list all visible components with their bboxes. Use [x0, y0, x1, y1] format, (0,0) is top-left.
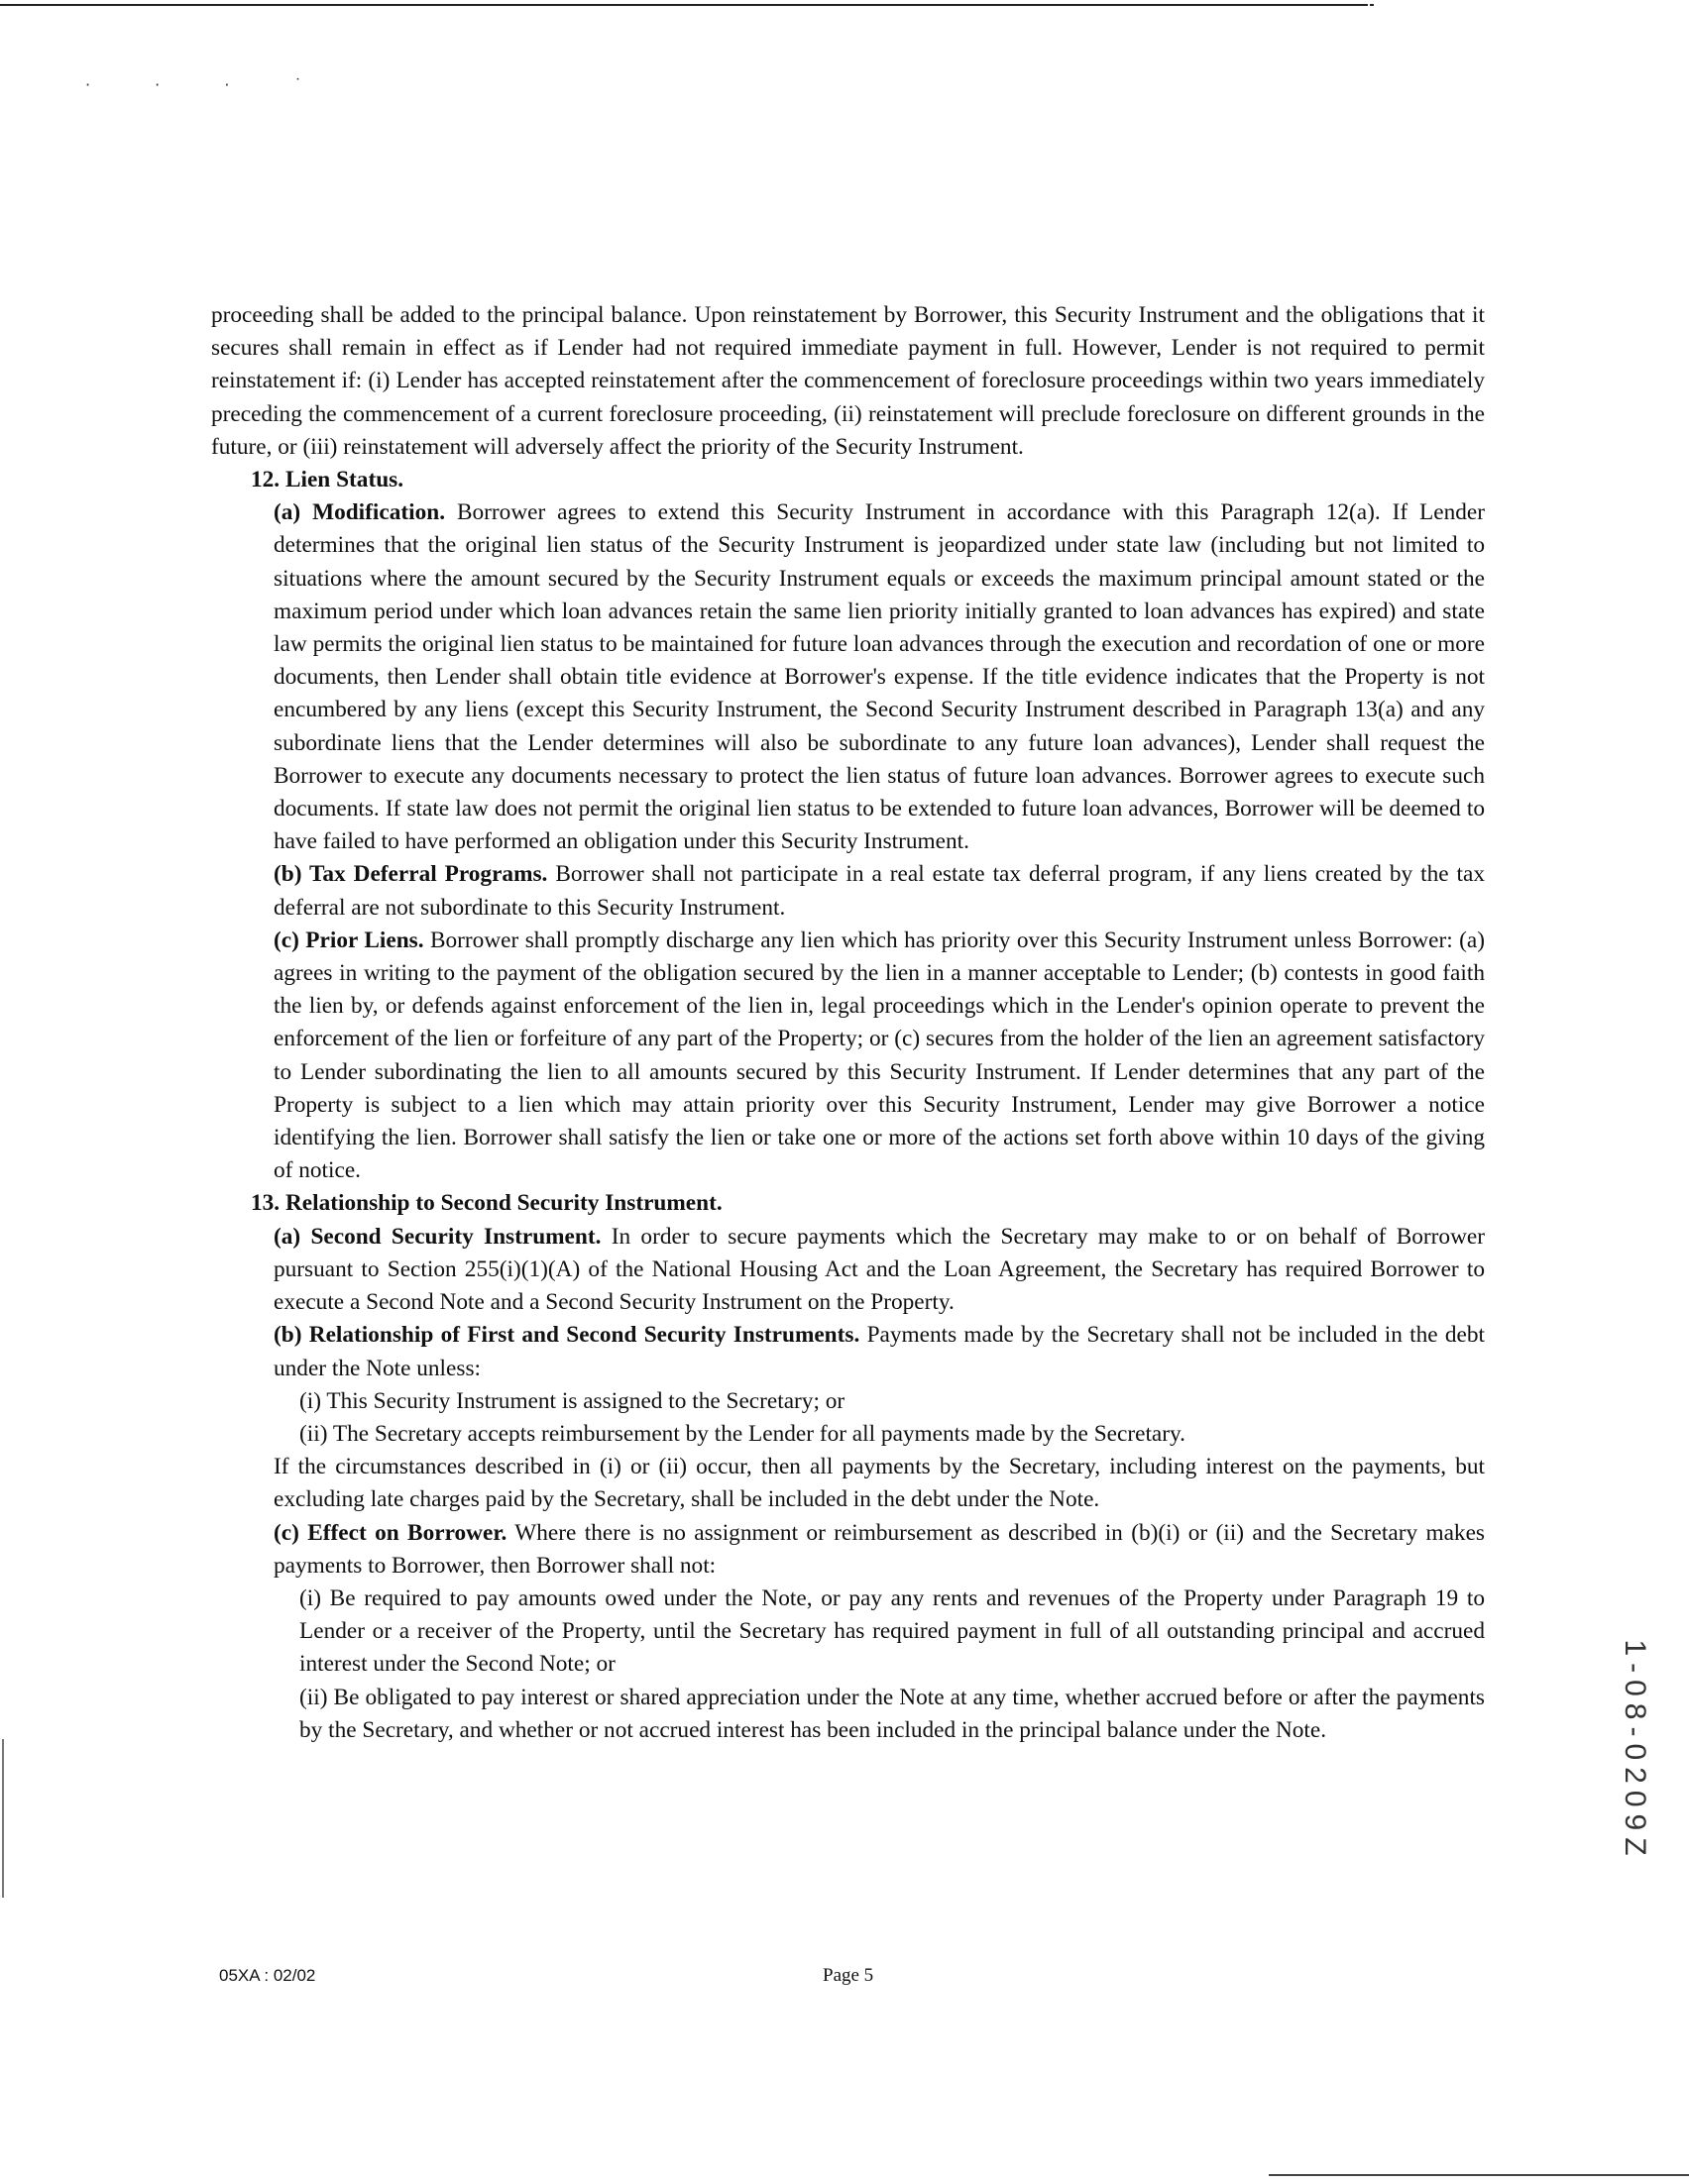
paragraph-reinstatement: proceeding shall be added to the principal balance. Upon reinstatement by Borrower, this Security Instrument and the obligations that it secures shall remain in effect as if Lender had not required immediate payment in full. However, Lender is not required to permit reinstatement if: (i) Lender has accepted reinstatement after the commencement of foreclosure proceedings within two years immediately preceding the commencement of a current foreclosure proceeding, (ii) reinstatement will preclude foreclosure on different grounds in the future, or (iii) reinstatement will adversely affect the priority of the Security Instrument. [211, 302, 1485, 460]
form-code: 05XA : 02/02 [219, 1966, 316, 1985]
list-item-13c-i: (i) Be required to pay amounts owed under the Note, or pay any rents and revenues of the Property under Paragraph 19 to Lender or a receiver of the Property, until the Secretary has required payment in full of all outstanding principal and accrued interest under the Second Note; or [299, 1584, 1485, 1678]
list-item-13b-i: (i) This Security Instrument is assigned to the Secretary; or [299, 1387, 845, 1414]
scan-specks: · · · ˙ [85, 75, 332, 94]
paragraph-13c: (c) Effect on Borrower. Where there is no assignment or reimbursement as described in (b)(i) or (ii) and the Secretary makes payments to Borrower, then Borrower shall not: [274, 1519, 1485, 1579]
margin-stamp-text: 1-08-0209Z [1619, 1639, 1651, 1863]
paragraph-12b: (b) Tax Deferral Programs. Borrower shall not participate in a real estate tax deferral program, if any liens created by the tax deferral are not subordinate to this Security Instrument. [274, 861, 1485, 921]
section-12-heading: 12. Lien Status. [251, 467, 404, 493]
paragraph-13b-continued: If the circumstances described in (i) or (ii) occur, then all payments by the Secretary, including interest on the payments, but excluding late charges paid by the Secretary, shall be included in the debt under the Note. [274, 1454, 1485, 1513]
paragraph-13b: (b) Relationship of First and Second Security Instruments. Payments made by the Secretary shall not be included in the debt under the Note unless: [274, 1322, 1485, 1381]
paragraph-12a: (a) Modification. Borrower agrees to extend this Security Instrument in accordance with this Paragraph 12(a). If Lender determines that the original lien status of the Security Instrument is jeopardized under state law (including but not limited to situations where the amount secured by the Security Instrument equals or exceeds the maximum principal amount stated or the maximum period under which loan advances retain the same lien priority initially granted to loan advances has expired) and state law permits the original lien status to be maintained for future loan advances through the execution and recordation of one or more documents, then Lender shall obtain title evidence at Borrower's expense. If the title evidence indicates that the Property is not encumbered by any liens (except this Security Instrument, the Second Security Instrument described in Paragraph 13(a) and any subordinate liens that the Lender determines will also be subordinate to any future loan advances), Lender shall request the Borrower to execute any documents necessary to protect the lien status of future loan advances. Borrower agrees to execute such documents. If state law does not permit the original lien status to be extended to future loan advances, Borrower will be deemed to have failed to have performed an obligation under this Security Instrument. [274, 499, 1485, 855]
heading-13b: (b) Relationship of First and Second Security Instruments. [274, 1322, 860, 1349]
heading-13c: (c) Effect on Borrower. [274, 1519, 507, 1546]
scan-edge-line-bottom [1269, 2174, 1689, 2176]
heading-12a: (a) Modification. [274, 499, 446, 526]
paragraph-13a: (a) Second Security Instrument. In order to secure payments which the Secretary may make to or on behalf of Borrower pursuant to Section 255(i)(1)(A) of the National Housing Act and the Loan Agreement, the Secretary has required Borrower to execute a Second Note and a Second Security Instrument on the Property. [274, 1223, 1485, 1316]
margin-stamp [1610, 1585, 1651, 1883]
list-item-13c-ii: (ii) Be obligated to pay interest or shared appreciation under the Note at any time, whether accrued before or after the payments by the Secretary, and whether or not accrued interest has been included in the principal balance under the Note. [299, 1684, 1485, 1743]
list-item-13b-ii: (ii) The Secretary accepts reimbursement by the Lender for all payments made by the Secretary. [299, 1420, 1185, 1447]
scan-edge-dash [1338, 4, 1378, 6]
section-13-heading: 13. Relationship to Second Security Instrument. [251, 1190, 723, 1217]
scan-edge-mark [2, 1739, 4, 1898]
page-number: Page 5 [823, 1965, 874, 1986]
heading-13a: (a) Second Security Instrument. [274, 1223, 602, 1250]
heading-12c: (c) Prior Liens. [274, 927, 424, 953]
document-body [211, 299, 1485, 1747]
paragraph-12c: (c) Prior Liens. Borrower shall promptly discharge any lien which has priority over this Security Instrument unless Borrower: (a) agrees in writing to the payment of the obligation secured by the lien in a manner acceptable to Lender; (b) contests in good faith the lien by, or defends against enforcement of the lien in, legal proceedings which in the Lender's opinion operate to prevent the enforcement of the lien or forfeiture of any part of the Property; or (c) secures from the holder of the lien an agreement satisfactory to Lender subordinating the lien to all amounts secured by this Security Instrument. If Lender determines that any part of the Property is subject to a lien which may attain priority over this Security Instrument, Lender may give Borrower a notice identifying the lien. Borrower shall satisfy the lien or take one or more of the actions set forth above within 10 days of the giving of notice. [274, 927, 1485, 1184]
heading-12b: (b) Tax Deferral Programs. [274, 861, 548, 888]
scan-edge-line [0, 4, 1368, 6]
